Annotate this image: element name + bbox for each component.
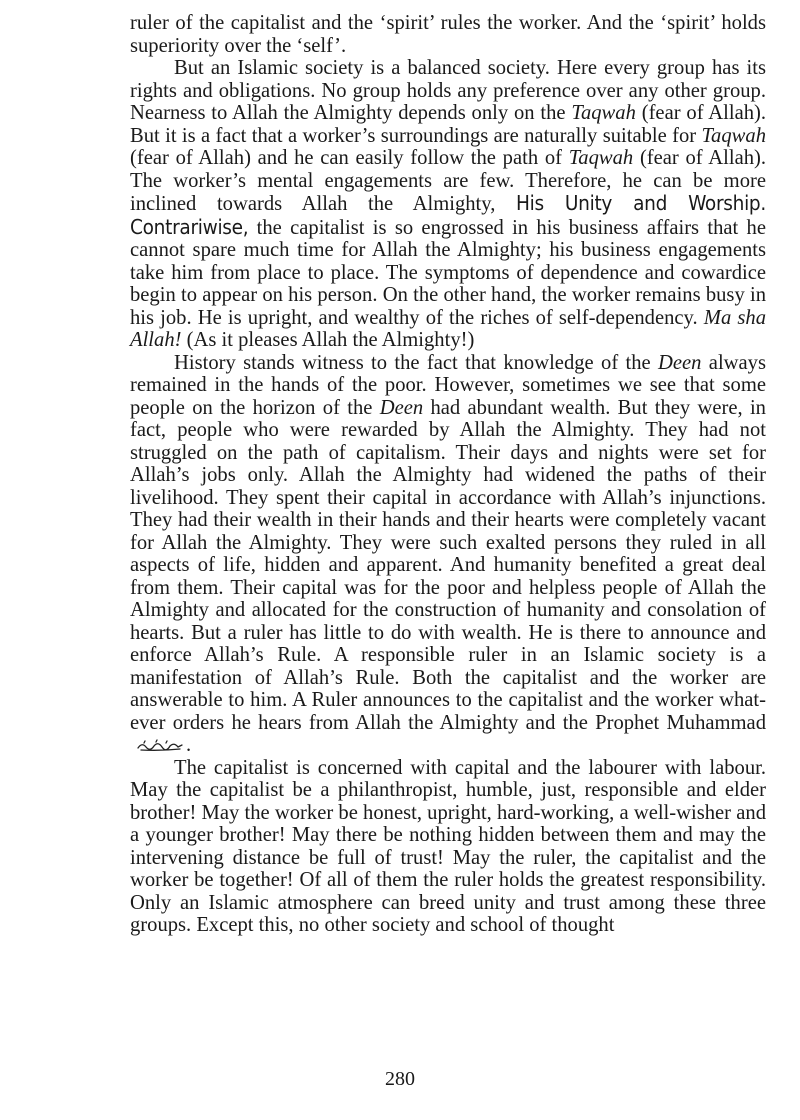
italic-term: Taqwah xyxy=(701,124,766,147)
text-run: The capitalist is concerned with capital and the labourer with labour. May the capitalist be a philanthropist, humble, just, responsible and elder brother! May the worker be honest, upright, hard-working, a well-wisher and a younger brother! May there be nothing hidden between them and may the intervening distance be full of trust! May the ruler, the capitalist and the worker be together! Of all of them the ruler holds the greatest responsibility. Only an Islamic atmosphere can breed unity and trust among these three groups. Except this, no other society and school of thought xyxy=(130,756,766,936)
text-run: ruler of the capitalist and the ‘spirit’ rules the worker. And the ‘spirit’ holds superiority over the ‘self’. xyxy=(130,12,766,57)
italic-term: Taqwah xyxy=(568,147,634,169)
text-run: had abundant wealth. But they were, in fact, people who were rewarded by Allah the Almighty. They had not struggled on the path of capitalism. Their days and nights were set for Allah’s jobs only. Allah the Almighty had widened the paths of their livelihood. They spent their capital in accordance with Allah’s injunctions. They had their wealth in their hands and their hearts were completely vacant for Allah the Almighty. They were such exalted persons they ruled in all aspects of life, hidden and apparent. And humanity benefited a great deal from them. Their capital was for the poor and helpless people of Allah the Almighty and allocated for the construction of humanity and consolation of hearts. But a ruler has little to do with wealth. He is there to announce and enforce Allah’s Rule. A responsible ruler in an Islamic society is a manifestation of Allah’s Rule. Both the capitalist and the worker are answerable to him. A Ruler announces to the capitalist and the worker whatever orders he hears from Allah the Almighty and the Prophet Muhammad xyxy=(130,396,766,734)
text-run-alt-font: His Unity and Worship. Contrariwise, xyxy=(130,191,766,239)
text-run: the capitalist is so engrossed in his business affairs that he cannot spare much time for Allah the Almighty; his business engagements take him from place to place. The symptoms of dependence and cowardice begin to appear on his person. On the other hand, the worker remains busy in his job. He is upright, and wealthy of the riches of self-dependency. xyxy=(130,216,766,329)
paragraph-3 xyxy=(130,352,766,757)
italic-term: Deen xyxy=(658,351,702,374)
paragraph-2 xyxy=(130,57,766,352)
text-run: History stands witness to the fact that knowledge of the xyxy=(174,351,659,374)
salutation-calligraphy-icon xyxy=(136,738,184,752)
text-run: (As it pleases Allah the Almighty!) xyxy=(181,329,475,351)
italic-term: Ma sha Allah! xyxy=(130,306,766,351)
paragraph-1 xyxy=(130,12,766,57)
text-run: (fear of Allah) and he can easily follow the path of xyxy=(130,147,569,169)
text-run: . xyxy=(186,734,192,756)
body-text xyxy=(130,12,766,937)
text-run: (fear of Allah). But it is a fact that a worker’s surroundings are naturally suitable for xyxy=(130,102,767,147)
italic-term: Taqwah xyxy=(571,102,636,124)
page-number: 280 xyxy=(385,1068,415,1090)
italic-term: Deen xyxy=(379,396,424,419)
paragraph-4 xyxy=(130,757,766,937)
text-run: always remained in the hands of the poor. However, sometimes we see that some people on the horizon of the xyxy=(130,351,766,419)
text-run: But an Islamic society is a balanced society. Here every group has its rights and obligations. No group holds any preference over any other group. Nearness to Allah the Almighty depends only on the xyxy=(130,57,766,124)
text-run: (fear of Allah). The worker’s mental engagements are few. Therefore, he can be more inclined towards Allah the Almighty, xyxy=(130,147,767,215)
